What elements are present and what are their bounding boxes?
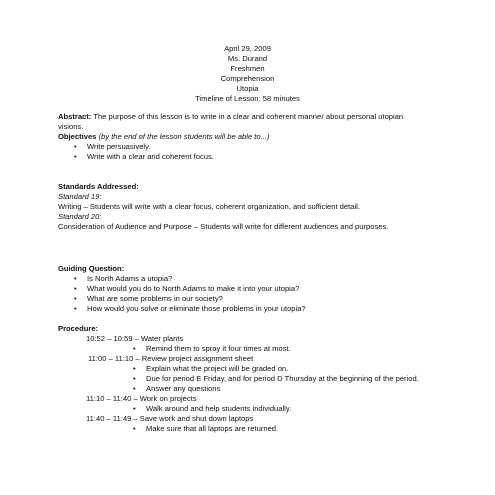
header-topic: Utopia bbox=[236, 84, 259, 93]
objectives-heading bbox=[58, 132, 430, 142]
objectives-note: (by the end of the lesson students will be able to...) bbox=[96, 132, 270, 141]
procedure-time: 10:52 – 10:59 – Water plants bbox=[86, 334, 184, 343]
procedure-step bbox=[58, 354, 430, 364]
standard-19-colon: : bbox=[99, 192, 102, 201]
guiding-list bbox=[58, 274, 430, 314]
list-item: • Explain what the project will be graded on. bbox=[146, 364, 430, 374]
standard-20-label: Standard 20: bbox=[58, 212, 102, 221]
list-item: • What would you do to North Adams to make it into your utopia? bbox=[87, 284, 430, 294]
header-subject: Comprehension bbox=[220, 74, 275, 83]
header-date: April 29, 2009 bbox=[224, 44, 271, 53]
list-item: • Due for period E Friday, and for period D Thursday at the beginning of the period. bbox=[146, 374, 430, 384]
procedure-step bbox=[58, 414, 430, 424]
list-item: • Write persuasively. bbox=[87, 142, 430, 152]
standard-19-label-line bbox=[58, 192, 430, 202]
abstract-text: The purpose of this lesson is to write in a clear and coherent manner about personal utopian visions. bbox=[58, 112, 404, 131]
standard-19-text: Writing – Students will write with a clear focus, coherent organization, and sufficient detail. bbox=[58, 202, 360, 211]
abstract-paragraph bbox=[58, 112, 430, 132]
list-item: • Remind them to spray it four times at most. bbox=[146, 344, 430, 354]
list-item: • What are some problems in our society? bbox=[87, 294, 430, 304]
list-item: • Walk around and help students individually. bbox=[146, 404, 430, 414]
abstract-label: Abstract: bbox=[58, 112, 92, 121]
list-item: • How would you solve or eliminate those problems in your utopia? bbox=[87, 304, 430, 314]
procedure-step bbox=[58, 334, 430, 344]
standard-20-text: Consideration of Audience and Purpose – Students will write for different audiences and purposes. bbox=[58, 222, 389, 231]
list-item: • Write with a clear and coherent focus. bbox=[87, 152, 430, 162]
procedure-step bbox=[58, 394, 430, 404]
objectives-label: Objectives bbox=[58, 132, 97, 141]
objectives-list bbox=[58, 142, 430, 162]
procedure-heading: Procedure: bbox=[58, 324, 99, 333]
procedure-step-list bbox=[58, 364, 430, 394]
list-item: • Answer any questions bbox=[146, 384, 430, 394]
lesson-header bbox=[0, 44, 495, 104]
procedure-time: 11:00 – 11:10 – Review project assignment sheet bbox=[88, 354, 254, 363]
header-teacher: Ms. Durand bbox=[227, 54, 268, 63]
procedure-time: 11:40 – 11:49 – Save work and shut down laptops bbox=[86, 414, 254, 423]
standards-heading: Standards Addressed: bbox=[58, 182, 139, 191]
procedure-step-list bbox=[58, 404, 430, 414]
procedure-step-list bbox=[58, 344, 430, 354]
header-timeline: Timeline of Lesson: 58 minutes bbox=[195, 94, 300, 103]
header-grade: Freshmen bbox=[230, 64, 265, 73]
list-item: • Make sure that all laptops are returned. bbox=[146, 424, 430, 434]
procedure-time: 11:10 – 11:40 – Work on projects bbox=[86, 394, 197, 403]
procedure-step-list bbox=[58, 424, 430, 434]
lesson-body bbox=[58, 112, 430, 434]
guiding-heading: Guiding Question: bbox=[58, 264, 125, 273]
list-item: • Is North Adams a utopia? bbox=[87, 274, 430, 284]
standard-19-label: Standard 19 bbox=[58, 192, 100, 201]
